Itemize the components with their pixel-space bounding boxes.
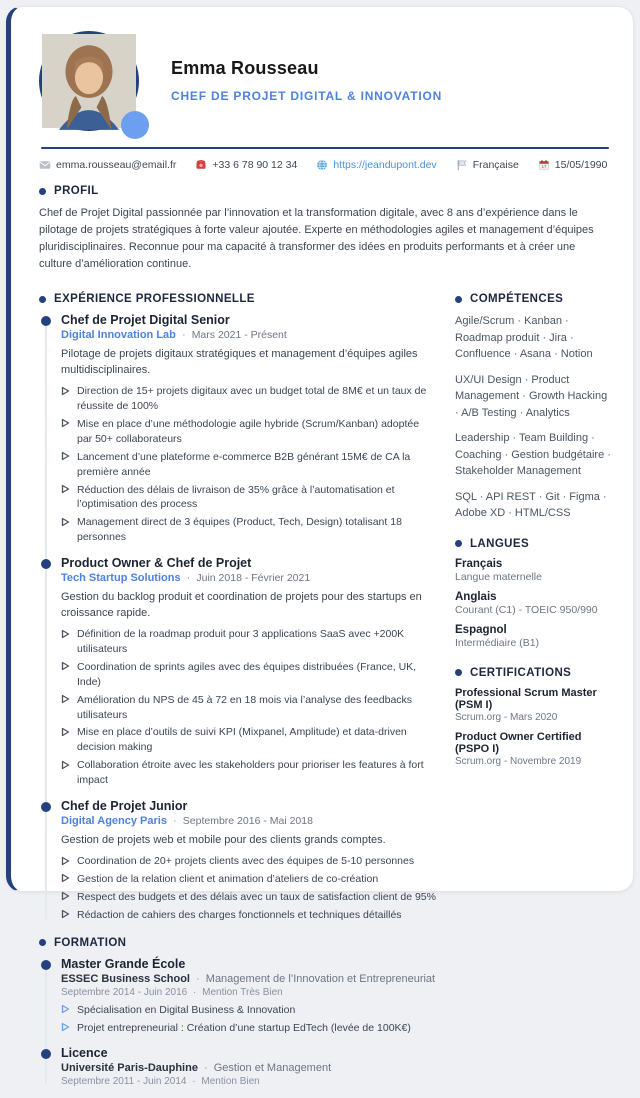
study-field: Gestion et Management: [213, 1062, 332, 1075]
job-bullet: Coordination de 20+ projets clients avec des équipes de 5-10 personnes: [61, 854, 437, 869]
bullet-triangle-icon: [61, 517, 70, 527]
experience-entry: [42, 799, 437, 923]
separator-dot: ·: [181, 329, 186, 342]
education-bullet-list: [61, 1003, 437, 1036]
language-name: Espagnol: [455, 623, 507, 636]
job-company: Digital Agency Paris: [61, 815, 167, 828]
section-dot-icon: [39, 188, 46, 195]
contact-email: [39, 159, 176, 171]
bullet-triangle-icon: [61, 451, 70, 461]
person-name: Emma Rousseau: [171, 57, 319, 78]
education-mention: Mention Très Bien: [202, 986, 283, 998]
job-bullet: Mise en place d’outils de suivi KPI (Mixpanel, Amplitude) et data-driven decision making: [61, 725, 437, 755]
section-title-profile: PROFIL: [54, 185, 99, 197]
job-bullet: Collaboration étroite avec les stakeholders pour prioriser les features à fort impact: [61, 758, 437, 788]
section-dot-icon: [39, 939, 46, 946]
job-description: Gestion de projets web et mobile pour des clients grands comptes.: [61, 834, 386, 847]
profile-photo: [39, 31, 143, 135]
contact-nationality: [456, 159, 519, 171]
skill-group: Leadership · Team Building · Coaching · Gestion budgétaire · Stakeholder Management: [455, 432, 611, 478]
job-bullet: Réduction des délais de livraison de 35% grâce à l’automatisation et l’optimisation des process: [61, 483, 437, 513]
bullet-triangle-icon: [61, 1022, 70, 1032]
language-level: Langue maternelle: [455, 570, 542, 583]
certification-detail: Scrum.org - Mars 2020: [455, 711, 558, 723]
section-title-certifications: CERTIFICATIONS: [470, 666, 572, 679]
language-level: Courant (C1) - TOEIC 950/990: [455, 603, 598, 616]
school-name: ESSEC Business School: [61, 972, 190, 985]
bullet-triangle-icon: [61, 873, 70, 883]
bullet-triangle-icon: [61, 856, 70, 866]
language-entry: [455, 558, 611, 583]
job-bullet-list: [61, 854, 437, 923]
section-header-languages: [455, 538, 611, 550]
bullet-triangle-icon: [61, 909, 70, 919]
section-title-skills: COMPÉTENCES: [470, 293, 564, 306]
bullet-triangle-icon: [61, 484, 70, 494]
job-title: Chef de Projet Digital Senior: [61, 313, 230, 328]
contact-birthdate-text: 15/05/1990: [554, 159, 608, 171]
certification-name: Product Owner Certified (PSPO I): [455, 730, 582, 755]
job-company: Tech Startup Solutions: [61, 572, 181, 585]
job-bullet: Direction de 15+ projets digitaux avec un budget total de 8M€ et un taux de réussite de 100%: [61, 384, 437, 414]
job-period: Juin 2018 - Février 2021: [196, 572, 311, 585]
language-name: Anglais: [455, 590, 497, 603]
job-bullet: Management direct de 3 équipes (Product, Tech, Design) totalisant 18 personnes: [61, 515, 437, 545]
photo-accent-dot: [121, 111, 149, 139]
section-header-experience: [39, 293, 437, 305]
contact-phone: [195, 159, 297, 171]
left-column: [39, 283, 437, 1098]
bullet-triangle-icon: [61, 891, 70, 901]
skill-group: SQL · API REST · Git · Figma · Adobe XD · HTML/CSS: [455, 490, 607, 520]
contact-birthdate: [538, 159, 608, 171]
resume-header: [39, 31, 611, 135]
contact-website-link[interactable]: https://jeandupont.dev: [333, 159, 437, 171]
job-bullet-list: [61, 627, 437, 788]
job-description: Pilotage de projets digitaux stratégiques et management d’équipes agiles multidisciplinaires.: [61, 348, 418, 377]
bullet-triangle-icon: [61, 694, 70, 704]
avatar-illustration: [42, 34, 136, 128]
section-title-experience: EXPÉRIENCE PROFESSIONNELLE: [54, 293, 255, 306]
education-timeline: [42, 957, 437, 1088]
contact-nationality-text: Française: [472, 159, 519, 171]
education-entry: [42, 1046, 437, 1087]
education-period: Septembre 2014 - Juin 2016: [61, 986, 188, 998]
section-header-profile: [39, 185, 611, 197]
separator-dot: ·: [192, 986, 197, 998]
right-column: [455, 283, 611, 1098]
contact-bar: [39, 159, 611, 171]
separator-dot: ·: [192, 1076, 196, 1088]
bullet-triangle-icon: [61, 1004, 70, 1014]
separator-dot: ·: [204, 1062, 208, 1075]
section-dot-icon: [455, 296, 462, 303]
calendar-icon: [538, 159, 550, 171]
contact-phone-text: +33 6 78 90 12 34: [212, 159, 298, 171]
certification-name: Professional Scrum Master (PSM I): [455, 686, 597, 711]
certification-detail: Scrum.org - Novembre 2019: [455, 755, 582, 767]
bullet-triangle-icon: [61, 629, 70, 639]
experience-entry: [42, 313, 437, 545]
skill-group: Agile/Scrum · Kanban · Roadmap produit · Jira · Confluence · Asana · Notion: [455, 315, 593, 361]
job-title: Chef de Projet Junior: [61, 799, 188, 814]
contact-email-text: emma.rousseau@email.fr: [56, 159, 177, 171]
separator-dot: ·: [186, 572, 191, 585]
email-icon: [39, 159, 51, 171]
job-period: Mars 2021 - Présent: [191, 329, 287, 342]
job-bullet: Lancement d’une plateforme e-commerce B2B générant 15M€ de CA la première année: [61, 450, 437, 480]
job-bullet: Gestion de la relation client et animation d’ateliers de co-création: [61, 872, 437, 887]
globe-icon: [316, 159, 328, 171]
skill-group: UX/UI Design · Product Management · Growth Hacking · A/B Testing · Analytics: [455, 373, 608, 419]
section-header-education: [39, 937, 437, 949]
svg-text:17: 17: [541, 164, 547, 169]
section-dot-icon: [455, 669, 462, 676]
certification-entry: [455, 731, 611, 767]
job-period: Septembre 2016 - Mai 2018: [182, 815, 313, 828]
job-bullet: Coordination de sprints agiles avec des équipes distribuées (France, UK, Inde): [61, 660, 437, 690]
header-divider: [41, 147, 609, 149]
language-entry: [455, 591, 611, 616]
language-entry: [455, 624, 611, 649]
section-title-languages: LANGUES: [470, 537, 530, 550]
resume-page: [6, 6, 634, 1088]
experience-entry: [42, 556, 437, 788]
job-bullet-list: [61, 384, 437, 545]
school-name: Université Paris-Dauphine: [61, 1062, 198, 1075]
phone-icon: [195, 159, 207, 171]
separator-dot: ·: [173, 815, 177, 828]
bullet-triangle-icon: [61, 760, 70, 770]
education-bullet: Projet entrepreneurial : Création d’une startup EdTech (levée de 100K€): [61, 1021, 437, 1036]
bullet-triangle-icon: [61, 418, 70, 428]
experience-timeline: [42, 313, 437, 922]
job-company: Digital Innovation Lab: [61, 329, 176, 342]
job-bullet: Mise en place d’une méthodologie agile hybride (Scrum/Kanban) adoptée par 50+ collaborateurs: [61, 417, 437, 447]
degree-title: Licence: [61, 1046, 108, 1061]
bullet-triangle-icon: [61, 386, 70, 396]
section-dot-icon: [455, 540, 462, 547]
section-header-certifications: [455, 667, 611, 679]
separator-dot: ·: [196, 972, 200, 985]
flag-icon: [456, 159, 468, 171]
education-bullet: Spécialisation en Digital Business & Innovation: [61, 1003, 437, 1018]
section-title-education: FORMATION: [54, 936, 127, 949]
job-bullet: Respect des budgets et des délais avec un taux de satisfaction client de 95%: [61, 890, 437, 905]
job-bullet: Amélioration du NPS de 45 à 72 en 18 mois via l’analyse des feedbacks utilisateurs: [61, 693, 437, 723]
contact-website: [316, 159, 436, 171]
study-field: Management de l’Innovation et Entrepreneuriat: [205, 972, 436, 985]
bullet-triangle-icon: [61, 727, 70, 737]
education-period: Septembre 2011 - Juin 2014: [61, 1076, 187, 1088]
job-title: Product Owner & Chef de Projet: [61, 556, 252, 571]
education-mention: Mention Bien: [201, 1076, 260, 1088]
profile-summary: Chef de Projet Digital passionnée par l’innovation et la transformation digitale, avec 8 ans d’expérience dans le pilotage de projets stratégiques à forte valeur ajoutée. Experte en méthodologies agiles et management d’équipes pluridisciplinaires. Reconnue pour ma capacité à transformer des idées en produits performants et à créer une culture d’amélioration continue.: [39, 207, 594, 271]
person-job-title: CHEF DE PROJET DIGITAL & INNOVATION: [171, 88, 443, 103]
bullet-triangle-icon: [61, 661, 70, 671]
job-bullet: Définition de la roadmap produit pour 3 applications SaaS avec +200K utilisateurs: [61, 627, 437, 657]
certification-entry: [455, 687, 611, 723]
language-name: Français: [455, 557, 503, 570]
section-dot-icon: [39, 296, 46, 303]
education-entry: [42, 957, 437, 1036]
job-description: Gestion du backlog produit et coordination de projets pour des startups en croissance rapide.: [61, 591, 422, 620]
language-level: Intermédiaire (B1): [455, 636, 540, 649]
degree-title: Master Grande École: [61, 956, 186, 971]
section-header-skills: [455, 293, 611, 305]
job-bullet: Rédaction de cahiers des charges fonctionnels et techniques détaillés: [61, 908, 437, 923]
